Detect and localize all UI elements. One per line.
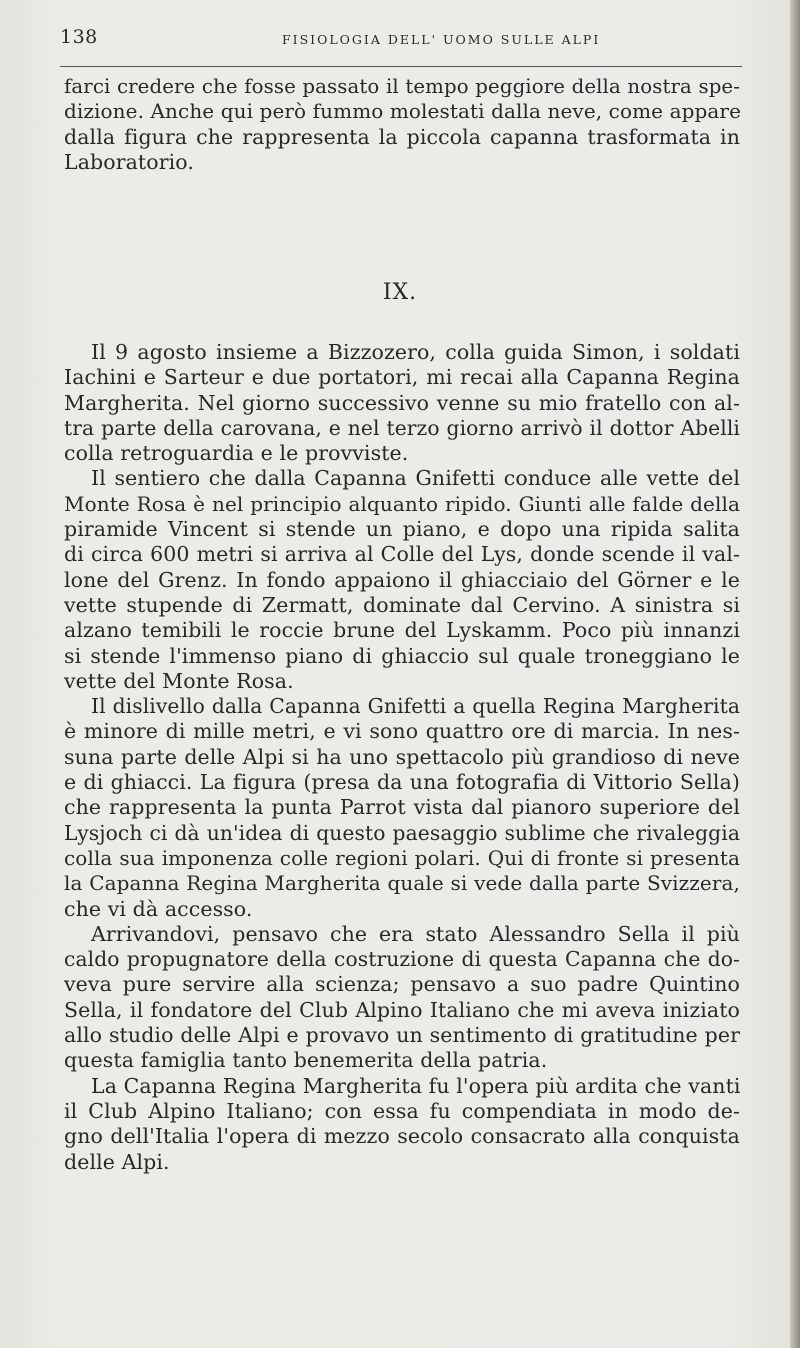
text-line: farci credere che fosse passato il tempo peggiore della nostra spe-: [64, 75, 740, 98]
text-line: Il 9 agosto insieme a Bizzozero, colla guida Simon, i soldati: [91, 340, 740, 364]
text-line: dalla figura che rappresenta la piccola capanna trasformata in: [64, 124, 740, 149]
text-line: piramide Vincent si stende un piano, e dopo una ripida salita: [64, 517, 740, 542]
text-line: colla sua imponenza colle regioni polari. Qui di fronte si presenta: [64, 845, 740, 870]
text-line: Iachini e Sarteur e due portatori, mi recai alla Capanna Regina: [64, 365, 740, 390]
page-number: 138: [60, 26, 98, 48]
text-line: delle Alpi.: [64, 1149, 170, 1174]
text-line: si stende l'immenso piano di ghiaccio sul quale troneggiano le: [64, 643, 740, 668]
text-line: vette stupende di Zermatt, dominate dal Cervino. A sinistra si: [64, 592, 740, 617]
text-line: allo studio delle Alpi e provavo un sentimento di gratitudine per: [64, 1023, 740, 1048]
text-line: che vi dà accesso.: [64, 896, 253, 921]
text-line: questa famiglia tanto benemerita della patria.: [64, 1048, 548, 1073]
text-line: vette del Monte Rosa.: [64, 668, 294, 693]
text-line: Laboratorio.: [64, 149, 194, 174]
text-line: lone del Grenz. In fondo appaiono il ghiacciaio del Görner e le: [64, 567, 740, 592]
text-line: di circa 600 metri si arriva al Colle del Lys, donde scende il val-: [64, 542, 740, 567]
page-header: [60, 18, 740, 46]
text-line: colla retroguardia e le provviste.: [64, 441, 409, 466]
section-heading: IX.: [382, 280, 418, 305]
text-line: alzano temibili le roccie brune del Lyskamm. Poco più innanzi: [64, 618, 740, 643]
page-edge-shadow: [790, 0, 800, 1348]
text-line: Arrivandovi, pensavo che era stato Alessandro Sella il più: [91, 921, 740, 946]
text-line: tra parte della carovana, e nel terzo giorno arrivò il dottor Abelli: [64, 415, 740, 440]
body-text: [64, 340, 740, 1175]
text-line: Il sentiero che dalla Capanna Gnifetti conduce alle vette del: [91, 466, 740, 491]
text-line: che rappresenta la punta Parrot vista dal pianoro superiore del: [64, 795, 740, 820]
running-title: FISIOLOGIA DELL' UOMO SULLE ALPI: [282, 32, 601, 47]
text-line: Il dislivello dalla Capanna Gnifetti a quella Regina Margherita: [91, 694, 740, 719]
text-line: La Capanna Regina Margherita fu l'opera più ardita che vanti: [91, 1073, 741, 1098]
text-line: Lysjoch ci dà un'idea di questo paesaggio sublime che rivaleggia: [64, 820, 740, 845]
text-line: suna parte delle Alpi si ha uno spettacolo più grandioso di neve: [64, 744, 740, 769]
text-line: il Club Alpino Italiano; con essa fu compendiata in modo de-: [64, 1098, 740, 1123]
intro-paragraph: [64, 74, 740, 175]
text-line: gno dell'Italia l'opera di mezzo secolo consacrato alla conquista: [64, 1124, 740, 1149]
text-line: veva pure servire alla scienza; pensavo a suo padre Quintino: [64, 972, 740, 997]
text-line: e di ghiacci. La figura (presa da una fotografia di Vittorio Sella): [64, 770, 740, 795]
text-line: Sella, il fondatore del Club Alpino Italiano che mi aveva iniziato: [64, 997, 740, 1022]
text-line: dizione. Anche qui però fummo molestati dalla neve, come appare: [64, 99, 742, 124]
text-line: la Capanna Regina Margherita quale si vede dalla parte Svizzera,: [64, 871, 740, 896]
text-line: Monte Rosa è nel principio alquanto ripido. Giunti alle falde della: [64, 491, 740, 516]
text-line: è minore di mille metri, e vi sono quattro ore di marcia. In nes-: [64, 719, 740, 744]
header-rule: [60, 66, 742, 67]
text-line: Margherita. Nel giorno successivo venne su mio fratello con al-: [64, 390, 740, 415]
text-line: caldo propugnatore della costruzione di questa Capanna che do-: [64, 947, 740, 972]
